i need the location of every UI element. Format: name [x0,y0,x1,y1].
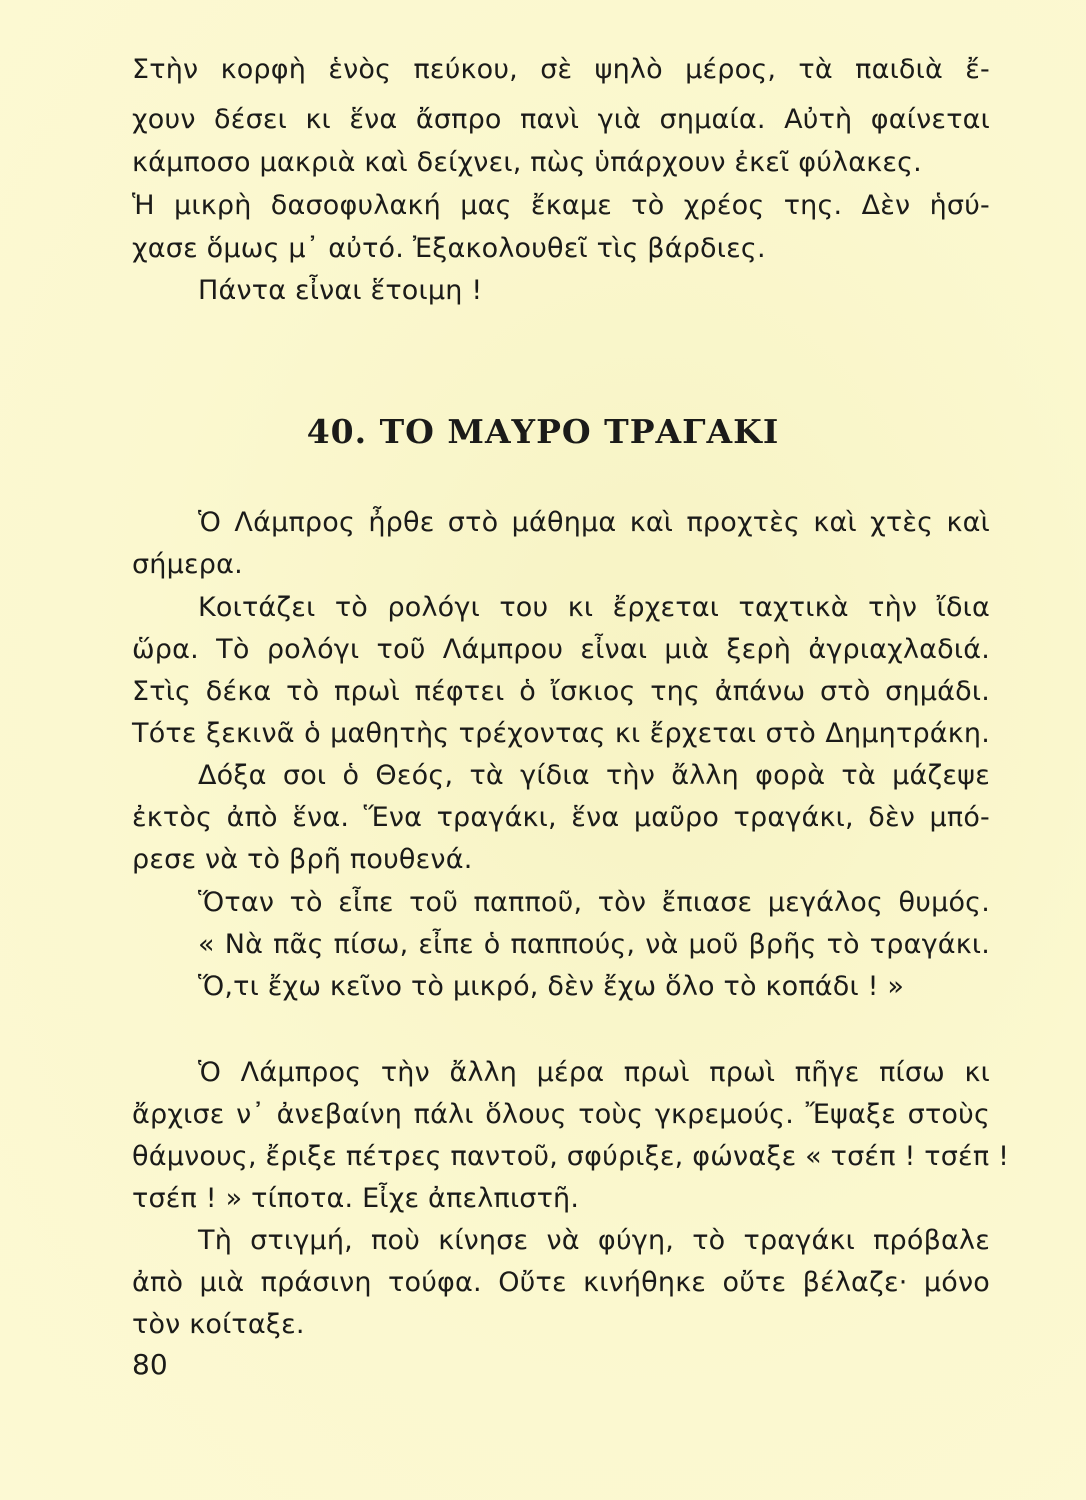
text-line: Ὁ Λάμπρος τὴν ἄλλη μέρα πρωὶ πρωὶ πῆγε πίσω κι [198,1057,990,1088]
text-line: Δόξα σοι ὁ Θεός, τὰ γίδια τὴν ἄλλη φορὰ τὰ μάζεψε [198,760,990,791]
text-line: Τὴ στιγμή, ποὺ κίνησε νὰ φύγη, τὸ τραγάκι πρόβαλε [198,1225,990,1256]
text-line: Τότε ξεκινᾶ ὁ μαθητὴς τρέχοντας κι ἔρχεται στὸ Δημητράκη. [132,718,990,749]
page-number: 80 [132,1348,168,1381]
text-line: Πάντα εἶναι ἕτοιμη ! [198,275,483,306]
text-line: Κοιτάζει τὸ ρολόγι του κι ἔρχεται ταχτικὰ τὴν ἴδια [198,592,990,623]
chapter-title: 40. ΤΟ ΜΑΥΡΟ ΤΡΑΓΑΚΙ [306,412,780,451]
text-line: Ὅταν τὸ εἶπε τοῦ παπποῦ, τὸν ἔπιασε μεγάλος θυμός. [198,887,990,918]
text-line: Στὴν κορφὴ ἑνὸς πεύκου, σὲ ψηλὸ μέρος, τὰ παιδιὰ ἔ- [132,54,990,85]
text-line: ὥρα. Τὸ ρολόγι τοῦ Λάμπρου εἶναι μιὰ ξερὴ ἀγριαχλαδιά. [132,634,990,665]
text-line: « Νὰ πᾶς πίσω, εἶπε ὁ παππούς, νὰ μοῦ βρῆς τὸ τραγάκι. [198,929,990,960]
text-line: σήμερα. [132,549,243,580]
text-line: τσέπ ! » τίποτα. Εἶχε ἀπελπιστῆ. [132,1183,580,1214]
text-line: Ὅ,τι ἔχω κεῖνο τὸ μικρό, δὲν ἔχω ὅλο τὸ κοπάδι ! » [198,971,905,1002]
text-line: ρεσε νὰ τὸ βρῆ πουθενά. [132,844,473,875]
text-line: ἄρχισε ν᾽ ἀνεβαίνη πάλι ὅλους τοὺς γκρεμούς. Ἔψαξε στοὺς [132,1099,990,1130]
text-line: χουν δέσει κι ἕνα ἄσπρο πανὶ γιὰ σημαία. Αὐτὴ φαίνεται [132,104,990,135]
text-line: χασε ὅμως μ᾽ αὐτό. Ἐξακολουθεῖ τὶς βάρδιες. [132,233,766,264]
text-line: κάμποσο μακριὰ καὶ δείχνει, πὼς ὑπάρχουν ἐκεῖ φύλακες. [132,147,922,178]
text-line: Ὁ Λάμπρος ἦρθε στὸ μάθημα καὶ προχτὲς καὶ χτὲς καὶ [198,507,990,538]
text-line: θάμνους, ἔριξε πέτρες παντοῦ, σφύριξε, φώναξε « τσέπ ! τσέπ ! [132,1141,1010,1172]
text-line: Στὶς δέκα τὸ πρωὶ πέφτει ὁ ἴσκιος της ἀπάνω στὸ σημάδι. [132,676,990,707]
text-line: ἐκτὸς ἀπὸ ἕνα. Ἕνα τραγάκι, ἕνα μαῦρο τραγάκι, δὲν μπό- [132,802,990,833]
text-line: Ἡ μικρὴ δασοφυλακή μας ἔκαμε τὸ χρέος της. Δὲν ἡσύ- [132,190,990,221]
text-line: ἀπὸ μιὰ πράσινη τούφα. Οὔτε κινήθηκε οὔτε βέλαζε· μόνο [132,1267,990,1298]
text-line: τὸν κοίταξε. [132,1309,305,1340]
